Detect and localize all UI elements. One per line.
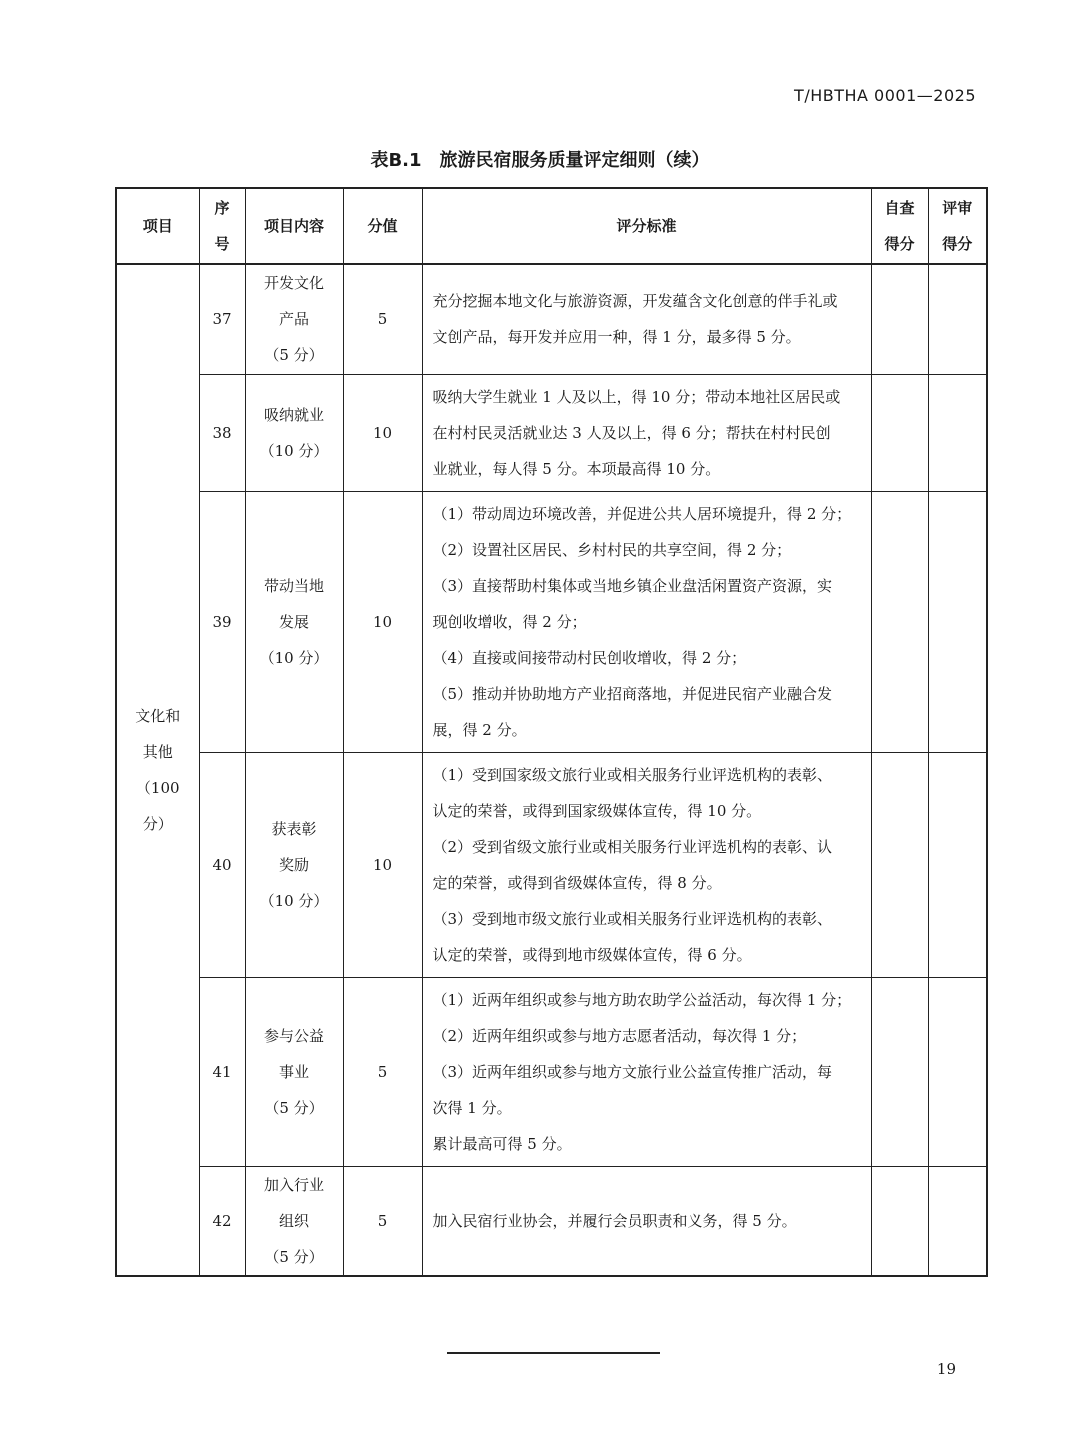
criteria-cell (422, 977, 871, 1166)
table-header-row (116, 188, 987, 264)
self-score-cell[interactable] (871, 374, 928, 491)
col-header-score: 分值 (343, 188, 422, 264)
category-line: 文化和 (135, 707, 181, 725)
criteria-line: 累计最高可得 5 分。 (432, 1134, 572, 1153)
content-line: 发展 (278, 612, 309, 631)
criteria-cell (422, 264, 871, 374)
criteria-line: 现创收增收，得 2 分； (432, 612, 587, 631)
seq-cell: 41 (199, 977, 245, 1166)
criteria-line: （4）直接或间接带动村民创收增收，得 2 分； (432, 648, 747, 667)
seq-cell: 39 (199, 491, 245, 752)
col-header-review-score (928, 188, 987, 264)
review-score-cell[interactable] (928, 977, 987, 1166)
criteria-line: 展，得 2 分。 (432, 720, 527, 739)
criteria-line: 认定的荣誉，或得到国家级媒体宣传，得 10 分。 (432, 801, 762, 820)
col-header-seq-line: 序 (214, 199, 230, 217)
criteria-cell (422, 1166, 871, 1276)
page-number: 19 (936, 1360, 956, 1378)
criteria-line: （1）带动周边环境改善，并促进公共人居环境提升，得 2 分； (432, 504, 852, 523)
content-cell (245, 374, 343, 491)
content-line: 开发文化 (263, 274, 324, 293)
document-code: T/HBTHA 0001—2025 (794, 86, 976, 105)
review-score-cell[interactable] (928, 752, 987, 977)
criteria-line: 加入民宿行业协会，并履行会员职责和义务，得 5 分。 (432, 1211, 797, 1230)
seq-cell: 42 (199, 1166, 245, 1276)
self-score-cell[interactable] (871, 1166, 928, 1276)
footer-divider (447, 1352, 660, 1354)
score-cell: 5 (343, 977, 422, 1166)
criteria-line: 在村村民灵活就业达 3 人及以上，得 6 分；帮扶在村村民创 (432, 423, 831, 442)
content-line: 吸纳就业 (263, 405, 324, 424)
content-cell (245, 1166, 343, 1276)
col-header-seq-line: 号 (214, 235, 230, 253)
criteria-line: 充分挖掘本地文化与旅游资源，开发蕴含文化创意的伴手礼或 (432, 292, 838, 311)
table-row (116, 977, 987, 1166)
content-line: （5 分） (264, 1247, 324, 1266)
category-line: 分） (142, 815, 173, 833)
score-cell: 10 (343, 374, 422, 491)
criteria-line: （5）推动并协助地方产业招商落地，并促进民宿产业融合发 (432, 684, 833, 703)
criteria-line: 认定的荣誉，或得到地市级媒体宣传，得 6 分。 (432, 945, 752, 964)
self-score-cell[interactable] (871, 264, 928, 374)
criteria-line: （1）近两年组织或参与地方助农助学公益活动，每次得 1 分； (432, 990, 852, 1009)
criteria-line: 次得 1 分。 (432, 1098, 512, 1117)
content-line: 获表彰 (271, 819, 317, 838)
content-line: 产品 (278, 310, 309, 329)
content-line: 事业 (278, 1062, 309, 1081)
review-score-cell[interactable] (928, 374, 987, 491)
content-line: 组织 (278, 1211, 309, 1230)
criteria-line: （3）直接帮助村集体或当地乡镇企业盘活闲置资产资源，实 (432, 576, 833, 595)
content-cell (245, 752, 343, 977)
col-header-self-score (871, 188, 928, 264)
content-cell (245, 491, 343, 752)
score-cell: 10 (343, 491, 422, 752)
content-cell (245, 264, 343, 374)
evaluation-table (115, 187, 988, 1277)
criteria-line: 文创产品，每开发并应用一种，得 1 分，最多得 5 分。 (432, 328, 801, 347)
criteria-line: （2）近两年组织或参与地方志愿者活动，每次得 1 分； (432, 1026, 807, 1045)
col-header-criteria: 评分标准 (422, 188, 871, 264)
content-line: （5 分） (264, 1098, 324, 1117)
content-line: 参与公益 (263, 1026, 324, 1045)
self-score-cell[interactable] (871, 977, 928, 1166)
category-cell (116, 264, 199, 1276)
content-line: 奖励 (278, 855, 309, 874)
criteria-line: 吸纳大学生就业 1 人及以上，得 10 分；带动本地社区居民或 (432, 387, 841, 406)
table-row (116, 1166, 987, 1276)
criteria-line: （3）近两年组织或参与地方文旅行业公益宣传推广活动，每 (432, 1062, 833, 1081)
criteria-line: 业就业，每人得 5 分。本项最高得 10 分。 (432, 459, 721, 478)
seq-cell: 38 (199, 374, 245, 491)
col-header-review-line: 评审 (942, 199, 973, 217)
criteria-cell (422, 752, 871, 977)
table-row (116, 264, 987, 374)
self-score-cell[interactable] (871, 491, 928, 752)
col-header-seq (199, 188, 245, 264)
seq-cell: 37 (199, 264, 245, 374)
criteria-cell (422, 374, 871, 491)
review-score-cell[interactable] (928, 1166, 987, 1276)
review-score-cell[interactable] (928, 491, 987, 752)
content-line: （10 分） (259, 441, 329, 460)
score-cell: 5 (343, 264, 422, 374)
content-line: 带动当地 (263, 576, 324, 595)
content-line: 加入行业 (263, 1175, 324, 1194)
table-row (116, 374, 987, 491)
table-row (116, 491, 987, 752)
score-cell: 5 (343, 1166, 422, 1276)
category-line: 其他 (142, 743, 173, 761)
self-score-cell[interactable] (871, 752, 928, 977)
col-header-self-line: 自查 (884, 199, 915, 217)
content-line: （10 分） (259, 648, 329, 667)
score-cell: 10 (343, 752, 422, 977)
seq-cell: 40 (199, 752, 245, 977)
criteria-line: 定的荣誉，或得到省级媒体宣传，得 8 分。 (432, 873, 722, 892)
criteria-line: （1）受到国家级文旅行业或相关服务行业评选机构的表彰、 (432, 765, 833, 784)
criteria-line: （2）设置社区居民、乡村村民的共享空间，得 2 分； (432, 540, 792, 559)
content-cell (245, 977, 343, 1166)
category-line: （100 (135, 779, 180, 797)
criteria-cell (422, 491, 871, 752)
col-header-content: 项目内容 (245, 188, 343, 264)
col-header-item: 项目 (116, 188, 199, 264)
table-title: 表B.1 旅游民宿服务质量评定细则（续） (370, 150, 710, 171)
col-header-review-line: 得分 (942, 235, 973, 253)
content-line: （5 分） (264, 346, 324, 365)
criteria-line: （3）受到地市级文旅行业或相关服务行业评选机构的表彰、 (432, 909, 833, 928)
content-line: （10 分） (259, 891, 329, 910)
col-header-self-line: 得分 (884, 235, 915, 253)
criteria-line: （2）受到省级文旅行业或相关服务行业评选机构的表彰、认 (432, 837, 833, 856)
table-row (116, 752, 987, 977)
review-score-cell[interactable] (928, 264, 987, 374)
